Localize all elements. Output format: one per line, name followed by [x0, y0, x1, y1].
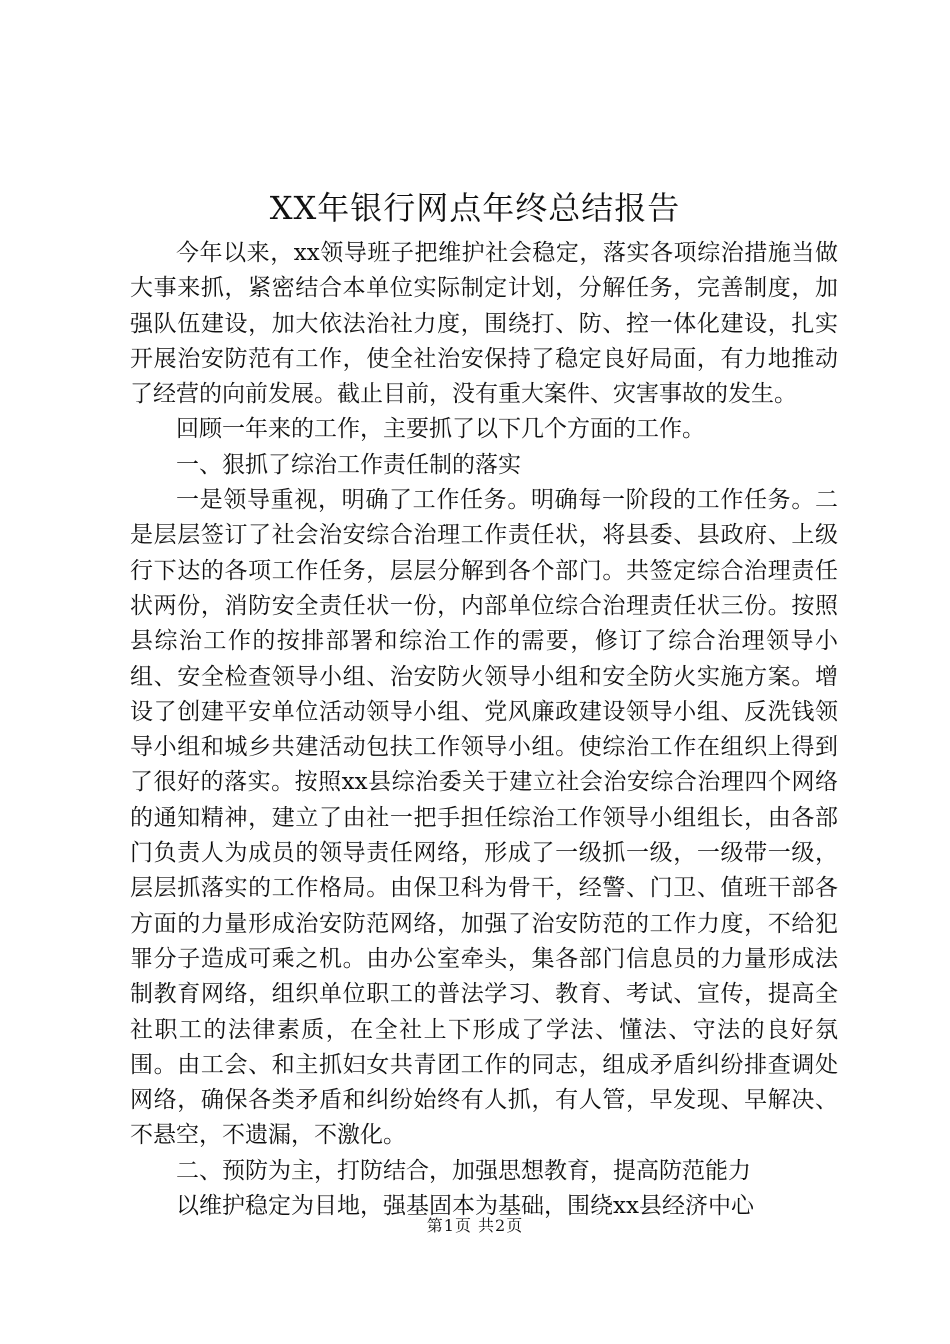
- paragraph-review: 回顾一年来的工作，主要抓了以下几个方面的工作。: [176, 416, 705, 443]
- paragraph-section-2: 以维护稳定为目地，强基固本为基础，围绕xx县经济中心: [176, 1193, 754, 1220]
- section-heading-2: 二、预防为主，打防结合，加强思想教育，提高防范能力: [176, 1157, 751, 1184]
- page-footer: 第1页 共2页: [426, 1216, 524, 1235]
- paragraph-section-1: 一是领导重视，明确了工作任务。明确每一阶段的工作任务。二是层层签订了社会治安综合治理工作责任状，将县委、县政府、上级行下达的各项工作任务，层层分解到各个部门。共签定综合治理责任状两份，消防安全责任状一份，内部单位综合治理责任状三份。按照县综治工作的按排部署和综治工作的需要，修订了综合治理领导小组、安全检查领导小组、治安防火领导小组和安全防火实施方案。增设了创建平安单位活动领导小组、党风廉政建设领导小组、反洗钱领导小组和城乡共建活动包扶工作领导小组。使综治工作在组织上得到了很好的落实。按照xx县综治委关于建立社会治安综合治理四个网络的通知精神，建立了由社一把手担任综治工作领导小组组长，由各部门负责人为成员的领导责任网络，形成了一级抓一级，一级带一级，层层抓落实的工作格局。由保卫科为骨干，经警、门卫、值班干部各方面的力量形成治安防范网络，加强了治安防范的工作力度，不给犯罪分子造成可乘之机。由办公室牵头，集各部门信息员的力量形成法制教育网络，组织单位职工的普法学习、教育、考试、宣传，提高全社职工的法律素质，在全社上下形成了学法、懂法、守法的良好氛围。由工会、和主抓妇女共青团工作的同志，组成矛盾纠纷排查调处网络，确保各类矛盾和纠纷始终有人抓，有人管，早发现、早解决、不悬空，不遗漏，不激化。: [130, 487, 838, 1149]
- paragraph-intro: 今年以来，xx领导班子把维护社会稳定，落实各项综治措施当做大事来抓，紧密结合本单位实际制定计划，分解任务，完善制度，加强队伍建设，加大依法治社力度，围绕打、防、控一体化建设，扎实开展治安防范有工作，使全社治安保持了稳定良好局面，有力地推动了经营的向前发展。截止目前，没有重大案件、灾害事故的发生。: [130, 240, 838, 408]
- section-heading-1: 一、狠抓了综治工作责任制的落实: [176, 451, 521, 478]
- document-body: [130, 236, 838, 1224]
- document-title: XX年银行网点年终总结报告: [269, 189, 681, 227]
